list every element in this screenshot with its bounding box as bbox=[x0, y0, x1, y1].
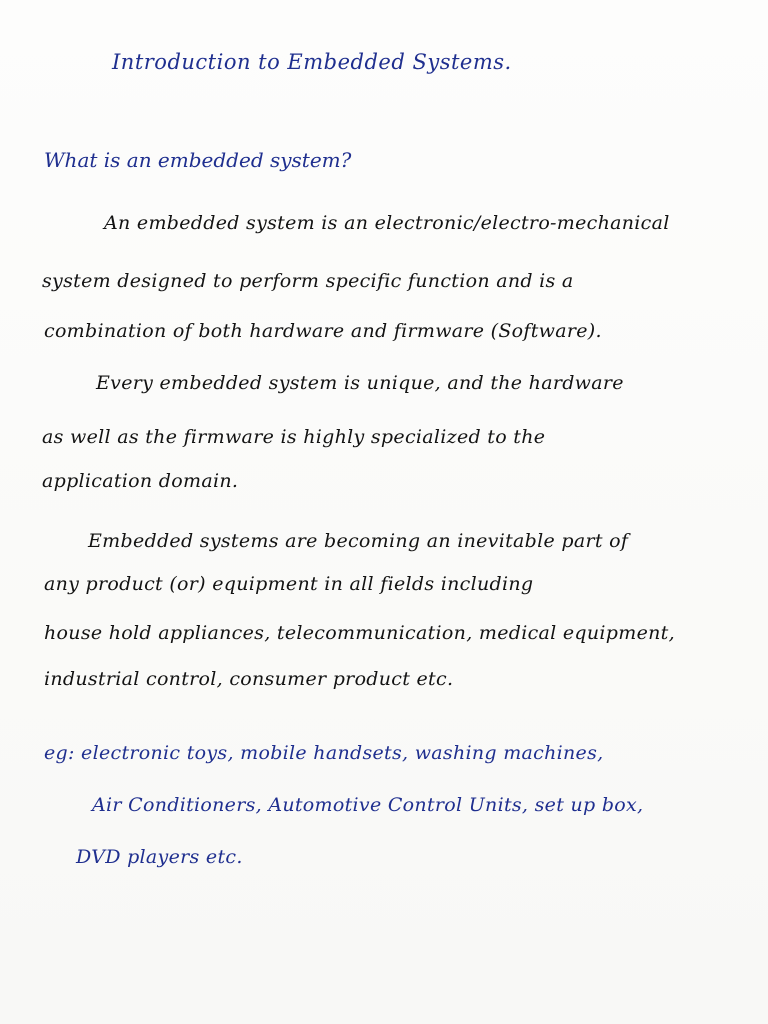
paragraph-3-line-3: house hold appliances, telecommunication, medical equipment, bbox=[44, 622, 675, 644]
example-line-3: DVD players etc. bbox=[76, 846, 243, 868]
paragraph-2-line-3: application domain. bbox=[42, 470, 239, 492]
paragraph-3-line-4: industrial control, consumer product etc. bbox=[44, 668, 454, 690]
paragraph-1-line-3: combination of both hardware and firmware (Software). bbox=[44, 320, 602, 342]
paragraph-1-line-1: An embedded system is an electronic/electro-mechanical bbox=[104, 212, 670, 234]
example-line-1: eg: electronic toys, mobile handsets, washing machines, bbox=[44, 742, 604, 764]
paragraph-1-line-2: system designed to perform specific function and is a bbox=[42, 270, 574, 292]
paragraph-3-line-1: Embedded systems are becoming an inevitable part of bbox=[88, 530, 629, 552]
page-title: Introduction to Embedded Systems. bbox=[112, 50, 512, 74]
example-line-2: Air Conditioners, Automotive Control Units, set up box, bbox=[92, 794, 644, 816]
paragraph-3-line-2: any product (or) equipment in all fields including bbox=[44, 573, 534, 595]
paragraph-2-line-2: as well as the firmware is highly specialized to the bbox=[42, 426, 546, 448]
section-question: What is an embedded system? bbox=[44, 148, 352, 172]
paragraph-2-line-1: Every embedded system is unique, and the hardware bbox=[96, 372, 624, 394]
